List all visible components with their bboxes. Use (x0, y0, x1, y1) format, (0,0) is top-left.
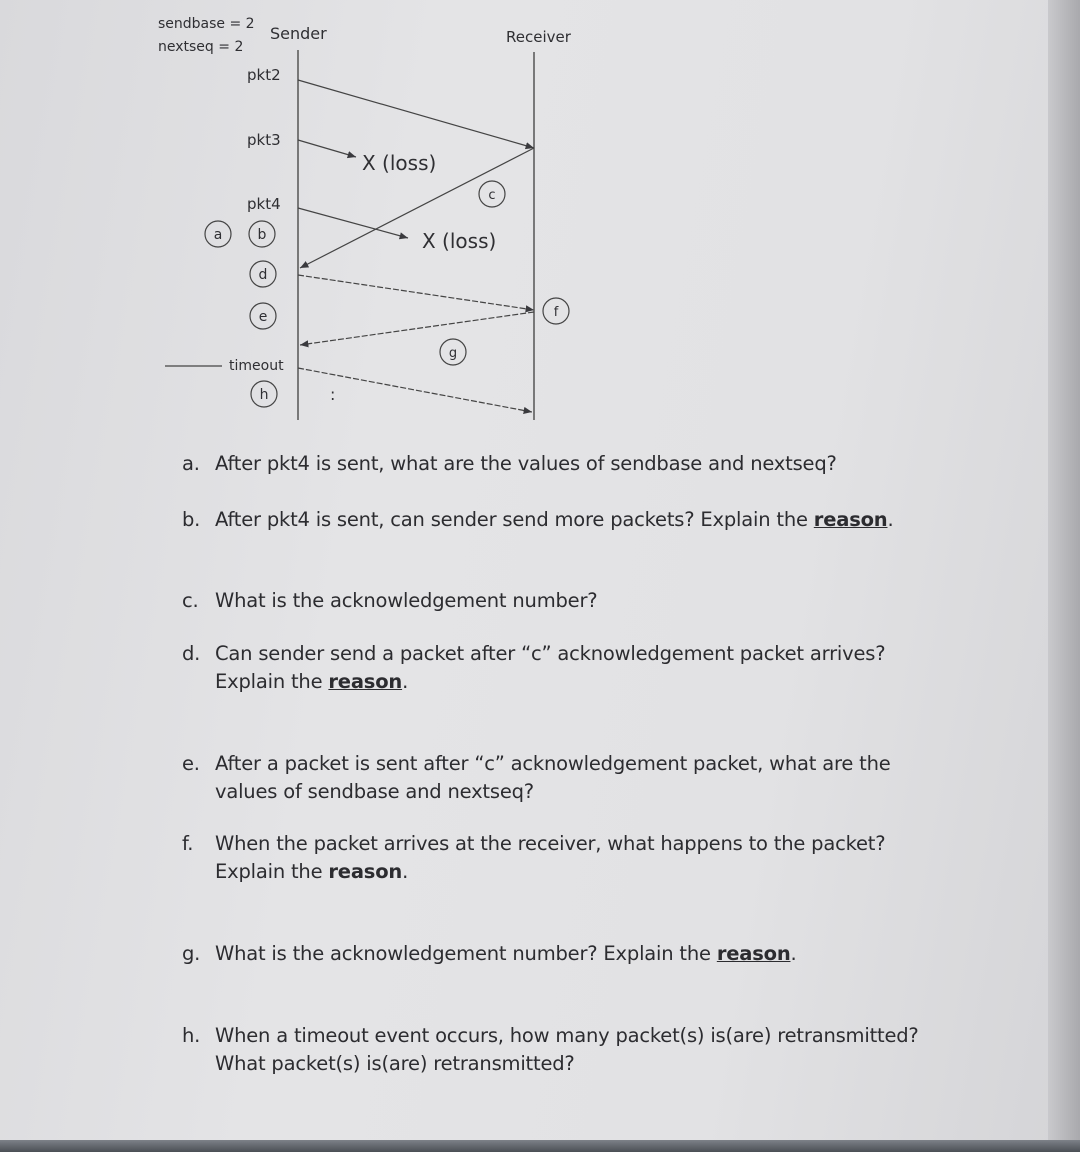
reason-emphasis: reason (716, 942, 791, 965)
svg-text:f: f (553, 305, 559, 320)
question-text: When a timeout event occurs, how many packet(s) is(are) retransmitted? What packet(s) is(are) retransmitted? (215, 1024, 919, 1075)
question-text: What is the acknowledgement number? (215, 589, 598, 612)
question-text: After pkt4 is sent, what are the values of sendbase and nextseq? (215, 452, 837, 475)
question-text: When the packet arrives at the receiver, what happens to the packet? Explain the (215, 832, 886, 883)
gbn-timing-diagram (0, 0, 640, 440)
question-letter: a. (182, 452, 200, 475)
timeout-label: timeout (229, 358, 284, 374)
receiver-label: Receiver (506, 28, 571, 46)
svg-text:b: b (257, 227, 267, 243)
svg-text:g: g (448, 346, 458, 361)
loss-1-label: X (loss) (362, 151, 437, 175)
svg-text:c: c (488, 188, 496, 203)
pkt3-arrow (298, 140, 356, 157)
question-d: d. Can sender send a packet after “c” acknowledgement packet arrives? Explain the reason. (182, 642, 886, 693)
marker-d (250, 261, 276, 287)
pkt4-label: pkt4 (247, 195, 281, 213)
question-letter: c. (182, 589, 199, 612)
sendbase-label: sendbase = 2 (158, 16, 255, 32)
marker-c (479, 181, 505, 207)
question-f: f. When the packet arrives at the receiver, what happens to the packet? Explain the reason. (182, 832, 886, 883)
svg-text:d: d (258, 267, 268, 283)
marker-g (440, 339, 466, 365)
question-letter: g. (182, 942, 201, 965)
svg-text:h: h (259, 387, 269, 403)
svg-text:e: e (258, 309, 268, 325)
question-h (182, 1022, 922, 1078)
marker-h (251, 381, 277, 407)
question-letter: d. (182, 642, 201, 665)
marker-b (249, 221, 275, 247)
marker-f (543, 298, 569, 324)
marker-a (205, 221, 231, 247)
question-letter: f. (182, 832, 194, 855)
reason-emphasis: reason (328, 670, 403, 693)
pkt4-arrow (298, 208, 408, 238)
pkt2-label: pkt2 (247, 66, 281, 84)
reason-emphasis: reason (328, 860, 403, 883)
question-letter: e. (182, 752, 200, 775)
question-c (182, 587, 922, 615)
question-e (182, 750, 922, 806)
ack-g-arrow (300, 312, 534, 345)
question-text: Can sender send a packet after “c” acknowledgement packet arrives? Explain the (215, 642, 886, 693)
pkt2-arrow (298, 80, 534, 148)
continuation-dots: : (330, 385, 336, 404)
question-a (182, 450, 922, 478)
question-text: After pkt4 is sent, can sender send more packets? Explain the (215, 508, 814, 531)
question-text: After a packet is sent after “c” acknowledgement packet, what are the values of sendbase and nextseq? (215, 752, 891, 803)
question-letter: b. (182, 508, 201, 531)
nextseq-label: nextseq = 2 (158, 39, 244, 55)
sender-label: Sender (270, 24, 327, 43)
question-b: b. After pkt4 is sent, can sender send more packets? Explain the reason. (182, 506, 922, 534)
marker-e (250, 303, 276, 329)
reason-emphasis: reason (813, 508, 888, 531)
loss-2-label: X (loss) (422, 229, 497, 253)
pkt3-label: pkt3 (247, 131, 281, 149)
question-letter: h. (182, 1024, 201, 1047)
pkt-d-arrow (298, 275, 534, 310)
svg-text:a: a (213, 227, 223, 243)
question-text: What is the acknowledgement number? Explain the (215, 942, 717, 965)
page-edge-right (1048, 0, 1080, 1152)
question-g: g. What is the acknowledgement number? Explain the reason. (182, 940, 922, 968)
page-edge-bottom (0, 1140, 1080, 1152)
